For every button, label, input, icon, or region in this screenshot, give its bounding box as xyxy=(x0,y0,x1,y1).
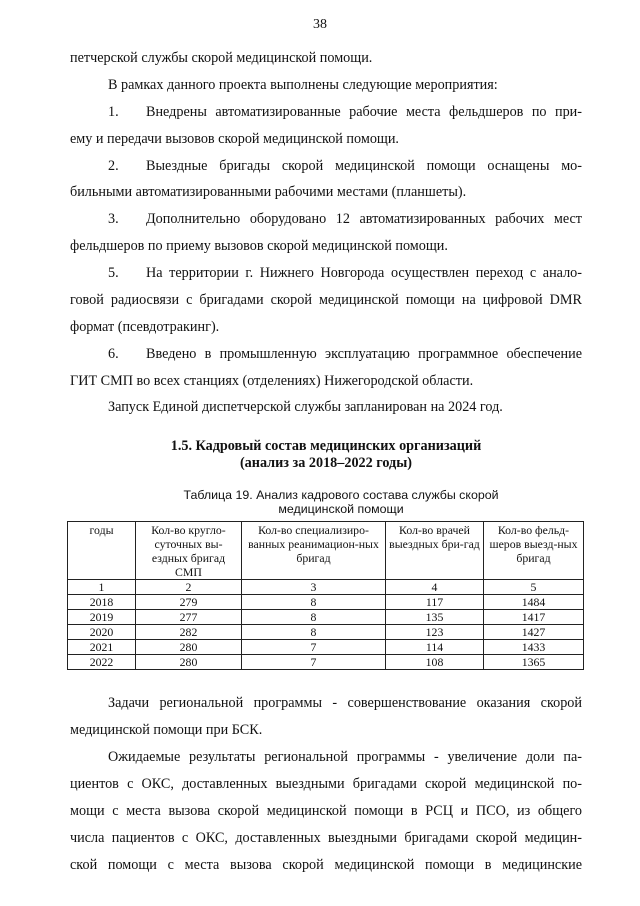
table-row xyxy=(68,595,584,610)
paragraph-line: циентов с ОКС, доставленных выездными бригадами скорой медицинской по- xyxy=(70,776,582,792)
table-cell: 7 xyxy=(242,655,386,670)
section-heading: 1.5. Кадровый состав медицинских организаций xyxy=(170,438,482,454)
list-item-3-line xyxy=(108,210,582,228)
table-cell: 277 xyxy=(136,610,242,625)
table-row xyxy=(68,625,584,640)
table-cell: 1417 xyxy=(484,610,584,625)
table-header-row xyxy=(68,522,584,580)
section-subheading: (анализ за 2018–2022 годы) xyxy=(239,455,413,471)
table-cell: 1365 xyxy=(484,655,584,670)
list-number: 1. xyxy=(108,104,119,120)
table-cell: 4 xyxy=(386,580,484,595)
table-cell: 2019 xyxy=(68,610,136,625)
table-cell: 8 xyxy=(242,610,386,625)
table-cell: 8 xyxy=(242,595,386,610)
table-cell: 2018 xyxy=(68,595,136,610)
paragraph-line: мощи с места вызова скорой медицинской помощи в РСЦ и ПСО, из общего xyxy=(70,803,582,819)
list-item-2-line: бильными автоматизированными рабочими местами (планшеты). xyxy=(70,184,467,200)
column-number-row xyxy=(68,580,584,595)
page-number: 38 xyxy=(313,17,327,32)
table-cell: 279 xyxy=(136,595,242,610)
list-text: Выездные бригады скорой медицинской помощи оснащены мо- xyxy=(146,158,582,174)
list-item-2-line xyxy=(108,157,582,175)
table-row xyxy=(68,640,584,655)
header-cell-paramedics: Кол-во фельд-шеров выезд-ных бригад xyxy=(484,522,584,580)
header-cell-resuscitation: Кол-во специализиро-ванных реанимацион-ных бригад xyxy=(242,522,386,580)
table-cell: 2021 xyxy=(68,640,136,655)
list-item-1-line xyxy=(108,103,582,121)
table-cell: 2 xyxy=(136,580,242,595)
table-cell: 123 xyxy=(386,625,484,640)
table-cell: 280 xyxy=(136,655,242,670)
table-cell: 1484 xyxy=(484,595,584,610)
header-cell-brigades: Кол-во кругло-суточных вы-ездных бригад СМП xyxy=(136,522,242,580)
paragraph-line: петчерской службы скорой медицинской помощи. xyxy=(70,50,373,66)
list-text: Введено в промышленную эксплуатацию программное обеспечение xyxy=(146,346,582,362)
paragraph-line: числа пациентов с ОКС, доставленных выездными бригадами скорой медицин- xyxy=(70,830,582,846)
list-text: Дополнительно оборудовано 12 автоматизированных рабочих мест xyxy=(146,211,582,227)
table-row xyxy=(68,655,584,670)
staff-table xyxy=(67,521,584,670)
list-number: 2. xyxy=(108,158,119,174)
list-item-6-line xyxy=(108,345,582,363)
table-cell: 8 xyxy=(242,625,386,640)
table-cell: 1427 xyxy=(484,625,584,640)
list-item-6-line: ГИТ СМП во всех станциях (отделениях) Нижегородской области. xyxy=(70,373,474,389)
table-cell: 7 xyxy=(242,640,386,655)
paragraph-line: ской помощи с места вызова скорой медицинской помощи в медицинские xyxy=(70,857,582,873)
table-cell: 1433 xyxy=(484,640,584,655)
list-text: Внедрены автоматизированные рабочие места фельдшеров по при- xyxy=(146,104,582,120)
list-item-5-line xyxy=(108,264,582,282)
table-cell: 1 xyxy=(68,580,136,595)
table-caption: медицинской помощи xyxy=(278,502,404,516)
list-text: На территории г. Нижнего Новгорода осуществлен переход с анало- xyxy=(146,265,582,281)
list-item-5-line: говой радиосвязи с бригадами скорой медицинской помощи на цифровой DMR xyxy=(70,292,582,308)
table-caption: Таблица 19. Анализ кадрового состава службы скорой xyxy=(183,488,499,502)
header-cell-years: годы xyxy=(68,522,136,580)
table-cell: 2020 xyxy=(68,625,136,640)
table-cell: 280 xyxy=(136,640,242,655)
paragraph-line: Ожидаемые результаты региональной программы - увеличение доли па- xyxy=(108,749,582,765)
table-cell: 108 xyxy=(386,655,484,670)
table-cell: 114 xyxy=(386,640,484,655)
table-cell: 3 xyxy=(242,580,386,595)
table-row xyxy=(68,610,584,625)
paragraph-line: Задачи региональной программы - совершенствование оказания скорой xyxy=(108,695,582,711)
list-number: 6. xyxy=(108,346,119,362)
table-cell: 5 xyxy=(484,580,584,595)
table-cell: 282 xyxy=(136,625,242,640)
paragraph-line: медицинской помощи при БСК. xyxy=(70,722,263,738)
list-number: 3. xyxy=(108,211,119,227)
table-cell: 135 xyxy=(386,610,484,625)
list-item-5-line: формат (псевдотракинг). xyxy=(70,319,220,335)
list-item-1-line: ему и передачи вызовов скорой медицинской помощи. xyxy=(70,131,399,147)
header-cell-doctors: Кол-во врачей выездных бри-гад xyxy=(386,522,484,580)
list-number: 5. xyxy=(108,265,119,281)
paragraph-line: В рамках данного проекта выполнены следующие мероприятия: xyxy=(108,77,498,93)
table-cell: 117 xyxy=(386,595,484,610)
paragraph-line: Запуск Единой диспетчерской службы запланирован на 2024 год. xyxy=(108,399,503,415)
list-item-3-line: фельдшеров по приему вызовов скорой медицинской помощи. xyxy=(70,238,448,254)
table-cell: 2022 xyxy=(68,655,136,670)
